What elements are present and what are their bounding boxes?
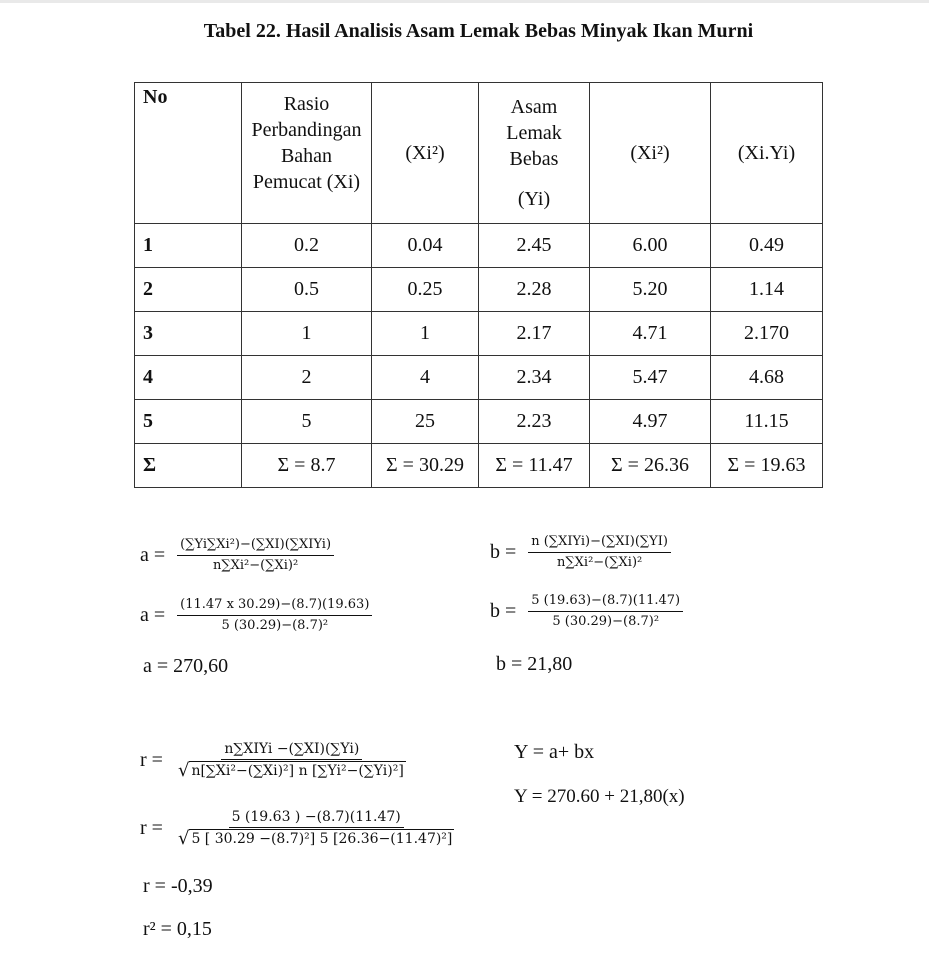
denominator: 5 (30.29)−(8.7)² (221, 618, 329, 633)
denominator (175, 828, 457, 849)
header-xi (242, 83, 372, 224)
sum-cell-xi2-second: Σ = 26.36 (590, 444, 711, 488)
sum-cell-no: Σ (135, 444, 242, 488)
cell-xiyi: 4.68 (711, 356, 823, 400)
table-sum-row (135, 444, 823, 488)
radical-sign: √ (177, 828, 190, 849)
header-xi-line: Pemucat (Xi) (252, 171, 361, 193)
numerator: 5 (19.63)−(8.7)(11.47) (528, 592, 683, 612)
numerator: (11.47 x 30.29)−(8.7)(19.63) (177, 596, 372, 616)
cell-xiyi: 0.49 (711, 224, 823, 268)
formula-lhs: a = (140, 544, 166, 566)
header-yi-line (479, 172, 589, 186)
numerator: n (∑XIYi)−(∑XI)(∑YI) (528, 533, 671, 553)
sum-cell-xi2: Σ = 30.29 (372, 444, 479, 488)
formula-lhs: r = (140, 817, 163, 839)
square-root (178, 829, 454, 849)
denominator: n∑Xi²−(∑Xi)² (212, 558, 299, 573)
header-xi-line: Bahan (280, 145, 333, 167)
formula-a-substituted (140, 596, 372, 635)
b-result: b = 21,80 (496, 653, 573, 675)
denominator: n∑Xi²−(∑Xi)² (557, 555, 643, 570)
header-xi2-second: (Xi²) (590, 83, 711, 224)
cell-xi2-second: 4.97 (590, 400, 711, 444)
sum-cell-yi: Σ = 11.47 (479, 444, 590, 488)
formula-lhs: a = (140, 604, 166, 626)
denominator (175, 760, 409, 781)
cell-no: 3 (135, 312, 242, 356)
cell-xiyi: 11.15 (711, 400, 823, 444)
cell-xi: 0.5 (242, 268, 372, 312)
radicand: n[∑Xi²−(∑Xi)²] n [∑Yi²−(∑Yi)²] (191, 763, 404, 779)
cell-xi: 0.2 (242, 224, 372, 268)
cell-xi2-second: 5.47 (590, 356, 711, 400)
cell-xi: 1 (242, 312, 372, 356)
regression-general: Y = a+ bx (514, 741, 595, 763)
table-row (135, 268, 823, 312)
regression-final: Y = 270.60 + 21,80(x) (514, 786, 685, 807)
header-xi-line: Rasio (283, 93, 330, 115)
header-yi-line: Asam (510, 96, 558, 118)
header-xi2: (Xi²) (372, 83, 479, 224)
cell-xi2: 1 (372, 312, 479, 356)
r-result: r = -0,39 (143, 875, 213, 897)
table-row (135, 312, 823, 356)
analysis-table (134, 82, 823, 488)
cell-xi2: 25 (372, 400, 479, 444)
table-body (135, 224, 823, 488)
cell-xi2-second: 4.71 (590, 312, 711, 356)
fraction (177, 536, 334, 575)
fraction (528, 592, 683, 631)
cell-no: 2 (135, 268, 242, 312)
formula-r-substituted (140, 808, 457, 849)
radical-sign: √ (177, 760, 190, 781)
formula-lhs: b = (490, 600, 517, 622)
cell-xi2: 0.04 (372, 224, 479, 268)
top-border (0, 0, 929, 3)
fraction (175, 808, 457, 849)
cell-yi: 2.28 (479, 268, 590, 312)
cell-xi2: 0.25 (372, 268, 479, 312)
table-row (135, 400, 823, 444)
header-no: No (135, 83, 242, 224)
header-xi-line: Perbandingan (251, 119, 362, 141)
formula-b-general (490, 533, 671, 572)
cell-xiyi: 1.14 (711, 268, 823, 312)
cell-xi2: 4 (372, 356, 479, 400)
cell-no: 5 (135, 400, 242, 444)
numerator: (∑Yi∑Xi²)−(∑XI)(∑XIYi) (177, 536, 334, 556)
cell-yi: 2.34 (479, 356, 590, 400)
numerator: n∑XIYi −(∑XI)(∑Yi) (221, 740, 362, 760)
cell-xi: 5 (242, 400, 372, 444)
denominator: 5 (30.29)−(8.7)² (552, 614, 660, 629)
cell-xiyi: 2.170 (711, 312, 823, 356)
page-title: Tabel 22. Hasil Analisis Asam Lemak Bebas Minyak Ikan Murni (203, 20, 754, 42)
cell-yi: 2.45 (479, 224, 590, 268)
header-yi-line: (Yi) (517, 188, 551, 210)
formula-lhs: b = (490, 541, 517, 563)
header-xiyi: (Xi.Yi) (711, 83, 823, 224)
cell-xi2-second: 5.20 (590, 268, 711, 312)
cell-xi2-second: 6.00 (590, 224, 711, 268)
cell-yi: 2.23 (479, 400, 590, 444)
numerator: 5 (19.63 ) −(8.7)(11.47) (229, 808, 404, 828)
cell-xi: 2 (242, 356, 372, 400)
a-result: a = 270,60 (143, 655, 229, 677)
table-row (135, 356, 823, 400)
cell-no: 1 (135, 224, 242, 268)
cell-no: 4 (135, 356, 242, 400)
fraction (528, 533, 671, 572)
header-yi (479, 83, 590, 224)
radicand: 5 [ 30.29 −(8.7)²] 5 [26.36−(11.47)²] (191, 831, 453, 847)
formula-b-substituted (490, 592, 683, 631)
header-yi-line: Bebas (509, 148, 559, 170)
sum-cell-xi: Σ = 8.7 (242, 444, 372, 488)
sum-cell-xiyi: Σ = 19.63 (711, 444, 823, 488)
fraction (177, 596, 372, 635)
table-header-row (135, 83, 823, 224)
formula-lhs: r = (140, 749, 163, 771)
cell-yi: 2.17 (479, 312, 590, 356)
header-yi-line: Lemak (506, 122, 562, 144)
table-row (135, 224, 823, 268)
r-squared-result: r² = 0,15 (143, 918, 212, 940)
square-root (178, 761, 406, 781)
fraction (175, 740, 409, 781)
formula-a-general (140, 536, 334, 575)
formula-r-general (140, 740, 409, 781)
